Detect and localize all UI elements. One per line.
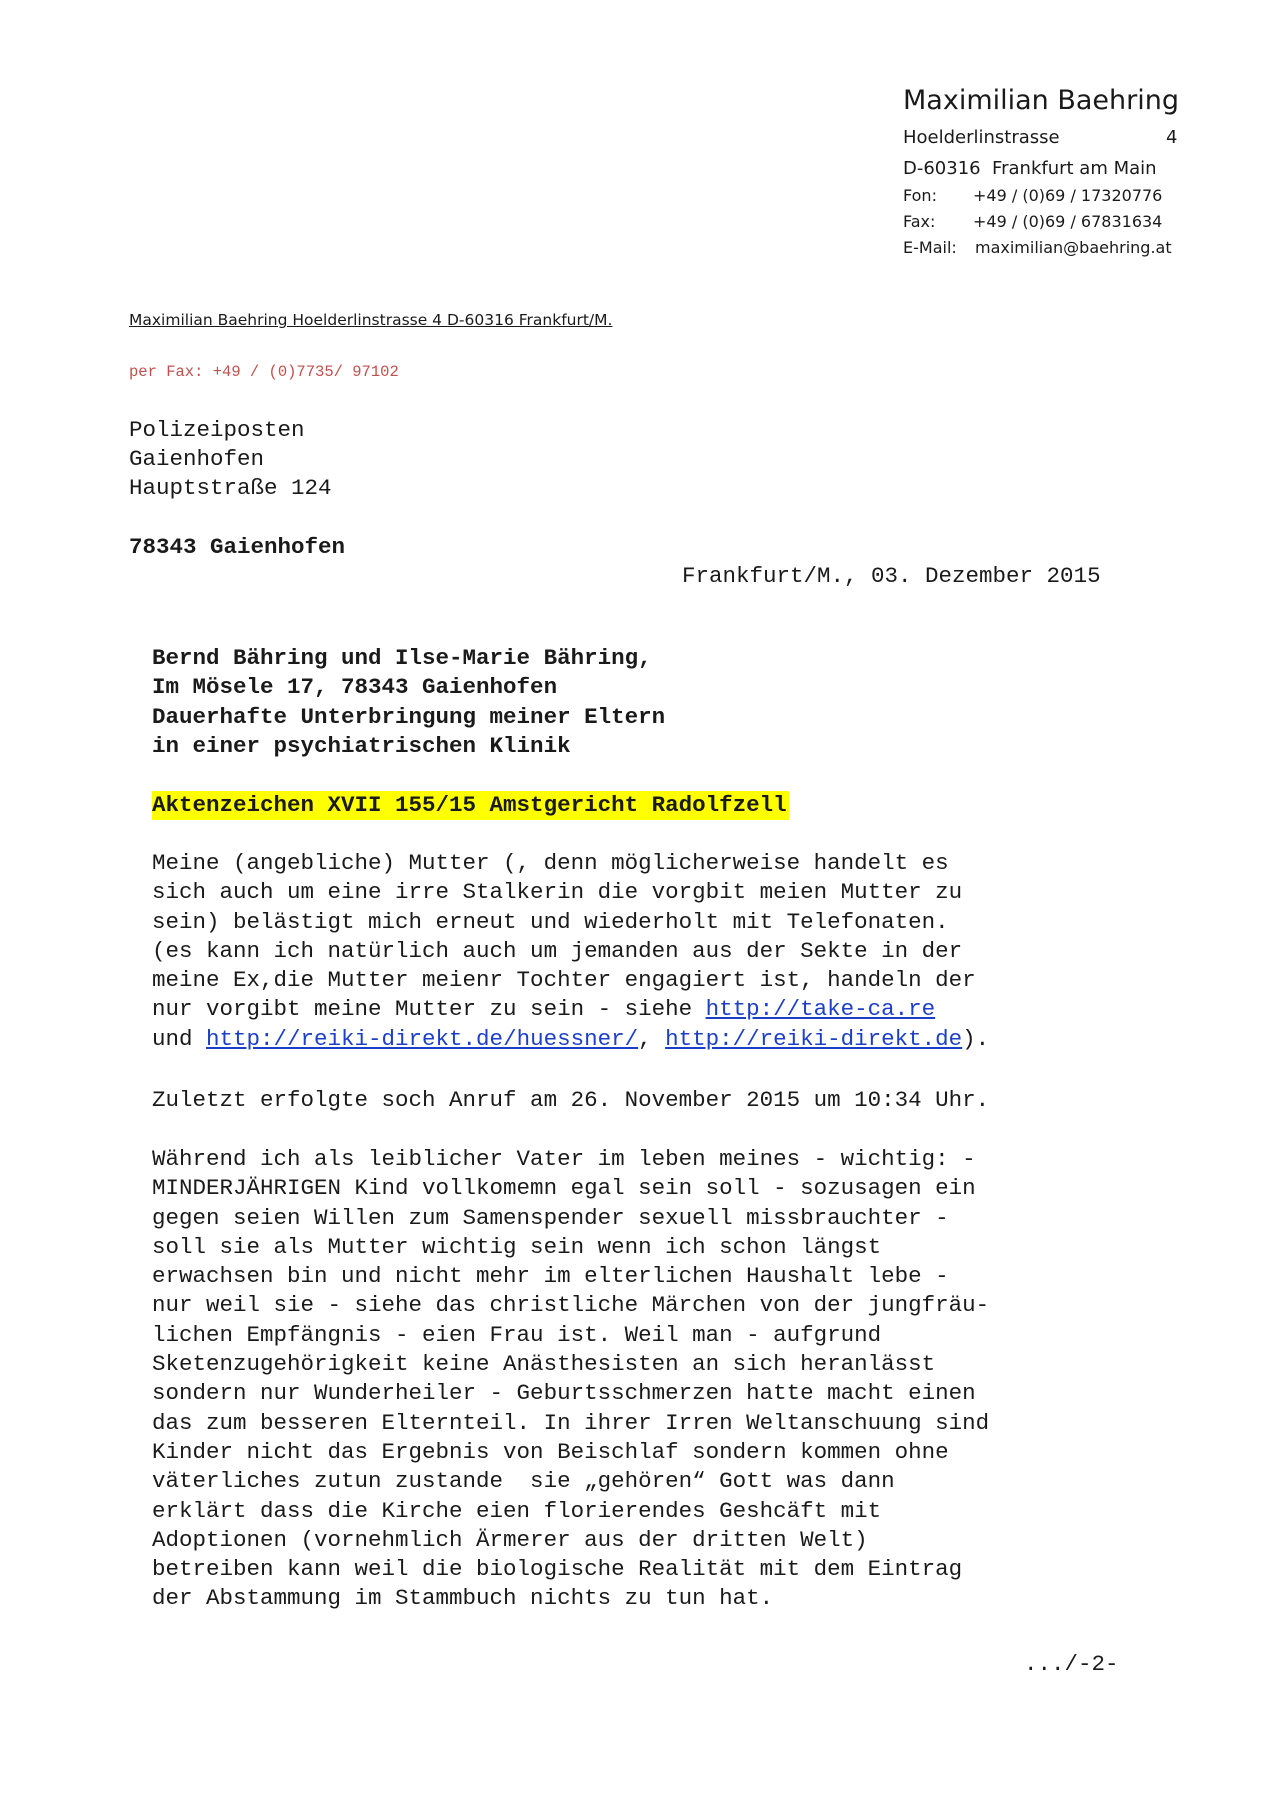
sender-city: D-60316 Frankfurt am Main <box>903 158 1157 179</box>
paragraph-line: der Abstammung im Stammbuch nichts zu tun hat. <box>152 1585 774 1612</box>
paragraph-line: das zum besseren Elternteil. In ihrer Irren Weltanschuung sind <box>152 1409 990 1436</box>
sender-name: Maximilian Baehring <box>903 85 1180 116</box>
paragraph-line: Während ich als leiblicher Vater im leben meines - wichtig: - <box>152 1146 976 1172</box>
paragraph-line: Meine (angebliche) Mutter (, denn möglicherweise handelt es <box>152 850 949 876</box>
paragraph-line: Sketenzugehörigkeit keine Anästhesisten an sich heranlässt <box>152 1351 936 1378</box>
recipient-line: Hauptstraße 124 <box>129 475 332 501</box>
sender-street: Hoelderlinstrasse <box>903 127 1060 148</box>
paragraph-line: Adoptionen (vornehmlich Ärmerer aus der dritten Welt) <box>152 1526 868 1553</box>
subject-line: Dauerhafte Unterbringung meiner Eltern <box>152 704 666 730</box>
subject-line: in einer psychiatrischen Klinik <box>152 733 571 759</box>
recipient-city: 78343 Gaienhofen <box>129 534 346 560</box>
reiki-direkt-link[interactable]: http://reiki-direkt.de <box>665 1025 963 1052</box>
line-text: ). <box>962 1025 990 1052</box>
email-label: E-Mail: <box>903 238 957 257</box>
fax-number-line: per Fax: +49 / (0)7735/ 97102 <box>129 363 399 381</box>
paragraph-line: erklärt dass die Kirche eien florierendes Geshcäft mit <box>152 1497 882 1524</box>
paragraph-line: gegen seien Willen zum Samenspender sexuell missbrauchter - <box>152 1204 949 1231</box>
paragraph-line: sein) belästigt mich erneut und wiederholt mit Telefonaten. <box>152 908 949 935</box>
take-care-link[interactable]: http://take-ca.re <box>705 996 936 1023</box>
fon-label: Fon: <box>903 186 937 205</box>
paragraph-line <box>152 1025 989 1054</box>
paragraph-line: Zuletzt erfolgte soch Anruf am 26. November 2015 um 10:34 Uhr. <box>152 1087 990 1113</box>
return-address-line: Maximilian Baehring Hoelderlinstrasse 4 D-60316 Frankfurt/M. <box>129 311 613 329</box>
paragraph-line: soll sie als Mutter wichtig sein wenn ich schon längst <box>152 1233 882 1260</box>
paragraph-line: nur weil sie - siehe das christliche Märchen von der jungfräu- <box>152 1292 990 1319</box>
reiki-huessner-link[interactable]: http://reiki-direkt.de/huessner/ <box>206 1025 639 1052</box>
recipient-line: Gaienhofen <box>129 446 265 472</box>
paragraph-line: sich auch um eine irre Stalkerin die vorgbit meien Mutter zu <box>152 879 963 906</box>
body-paragraph-3 <box>152 1145 989 1614</box>
case-reference-highlight: Aktenzeichen XVII 155/15 Amstgericht Radolfzell <box>152 792 787 818</box>
fon-value: +49 / (0)69 / 17320776 <box>973 186 1163 205</box>
subject-line: Bernd Bähring und Ilse-Marie Bähring, <box>152 645 652 671</box>
body-paragraph-2 <box>152 1086 989 1115</box>
paragraph-line: Kinder nicht das Ergebnis von Beischlaf sondern kommen ohne <box>152 1438 949 1465</box>
paragraph-line: meine Ex,die Mutter meienr Tochter engagiert ist, handeln der <box>152 967 976 994</box>
paragraph-line: MINDERJÄHRIGEN Kind vollkomemn egal sein soll - sozusagen ein <box>152 1175 976 1202</box>
paragraph-line: (es kann ich natürlich auch um jemanden aus der Sekte in der <box>152 937 963 964</box>
fax-value: +49 / (0)69 / 67831634 <box>973 212 1163 231</box>
paragraph-line: betreiben kann weil die biologische Realität mit dem Eintrag <box>152 1556 963 1583</box>
line-text: nur vorgibt meine Mutter zu sein - siehe <box>152 996 706 1023</box>
paragraph-line: väterliches zutun zustande sie „gehören“ Gott was dann <box>152 1468 895 1495</box>
paragraph-line: lichen Empfängnis - eien Frau ist. Weil man - aufgrund <box>152 1321 882 1348</box>
subject-line: Im Mösele 17, 78343 Gaienhofen <box>152 674 558 700</box>
paragraph-line: erwachsen bin und nicht mehr im elterlichen Haushalt lebe - <box>152 1263 949 1290</box>
paragraph-line <box>152 995 989 1024</box>
letter-date: Frankfurt/M., 03. Dezember 2015 <box>682 563 1101 589</box>
fax-label: Fax: <box>903 212 936 231</box>
paragraph-line: sondern nur Wunderheiler - Geburtsschmerzen hatte macht einen <box>152 1380 976 1407</box>
sender-house-number: 4 <box>1166 127 1178 148</box>
recipient-line: Polizeiposten <box>129 417 305 443</box>
body-paragraph-1 <box>152 849 989 1054</box>
line-text: und <box>152 1025 207 1052</box>
email-value: maximilian@baehring.at <box>975 238 1172 257</box>
page-continuation: .../-2- <box>1024 1651 1119 1677</box>
line-text: , <box>638 1025 666 1052</box>
